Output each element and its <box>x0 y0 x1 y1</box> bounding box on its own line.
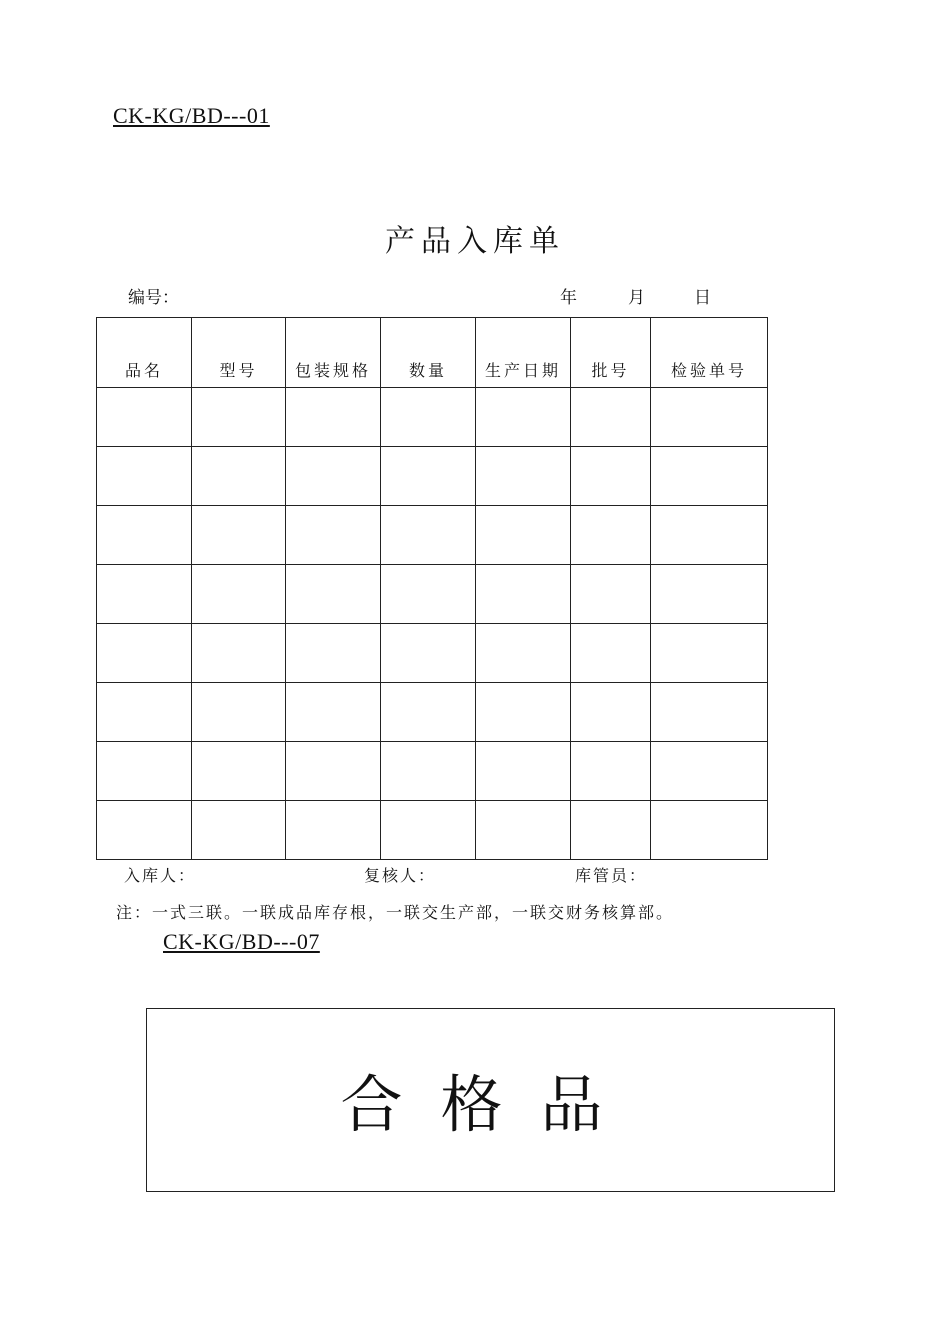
table-cell[interactable] <box>571 742 651 801</box>
table-cell[interactable] <box>192 388 286 447</box>
date-day-label: 日 <box>694 288 711 308</box>
table-cell[interactable] <box>192 801 286 860</box>
table-cell[interactable] <box>381 565 476 624</box>
table-cell[interactable] <box>571 624 651 683</box>
table-cell[interactable] <box>381 506 476 565</box>
qualified-label-box <box>146 1008 835 1192</box>
table-cell[interactable] <box>476 565 571 624</box>
column-header-batch-number: 批号 <box>571 318 651 388</box>
table-cell[interactable] <box>381 624 476 683</box>
table-row <box>97 506 768 565</box>
table-cell[interactable] <box>476 447 571 506</box>
table-row <box>97 447 768 506</box>
table-cell[interactable] <box>286 506 381 565</box>
table-cell[interactable] <box>651 447 768 506</box>
table-cell[interactable] <box>97 624 192 683</box>
table-row <box>97 683 768 742</box>
column-header-quantity: 数量 <box>381 318 476 388</box>
table-cell[interactable] <box>651 801 768 860</box>
table-body <box>97 388 768 860</box>
table-row <box>97 742 768 801</box>
column-header-product-name: 品名 <box>97 318 192 388</box>
document-code-bottom: CK-KG/BD---07 <box>163 929 320 954</box>
receiver-label: 入库人： <box>124 866 197 885</box>
table-cell[interactable] <box>571 565 651 624</box>
inbound-table <box>96 317 768 860</box>
table-cell[interactable] <box>476 801 571 860</box>
table-cell[interactable] <box>571 388 651 447</box>
table-cell[interactable] <box>571 683 651 742</box>
table-cell[interactable] <box>381 801 476 860</box>
table-cell[interactable] <box>192 624 286 683</box>
table-cell[interactable] <box>651 624 768 683</box>
table-cell[interactable] <box>651 742 768 801</box>
table-cell[interactable] <box>286 447 381 506</box>
table-cell[interactable] <box>381 447 476 506</box>
table-cell[interactable] <box>97 447 192 506</box>
table-cell[interactable] <box>476 624 571 683</box>
table-cell[interactable] <box>286 388 381 447</box>
serial-number-label: 编号： <box>128 288 179 308</box>
table-cell[interactable] <box>192 683 286 742</box>
table-row <box>97 801 768 860</box>
table-cell[interactable] <box>192 742 286 801</box>
table-cell[interactable] <box>476 388 571 447</box>
table-cell[interactable] <box>192 447 286 506</box>
table-row <box>97 565 768 624</box>
table-row <box>97 388 768 447</box>
date-year-label: 年 <box>560 288 577 308</box>
table-cell[interactable] <box>381 683 476 742</box>
table-cell[interactable] <box>651 388 768 447</box>
table-cell[interactable] <box>286 801 381 860</box>
table-cell[interactable] <box>286 742 381 801</box>
table-header-row <box>97 318 768 388</box>
table-cell[interactable] <box>192 565 286 624</box>
form-note: 注：一式三联。一联成品库存根，一联交生产部，一联交财务核算部。 <box>116 903 675 922</box>
table-cell[interactable] <box>286 624 381 683</box>
table-cell[interactable] <box>192 506 286 565</box>
form-title: 产品入库单 <box>385 224 565 259</box>
table-cell[interactable] <box>97 742 192 801</box>
column-header-production-date: 生产日期 <box>476 318 571 388</box>
table-cell[interactable] <box>571 801 651 860</box>
qualified-label-text: 合格品 <box>340 1068 641 1141</box>
table-cell[interactable] <box>97 565 192 624</box>
table-cell[interactable] <box>381 742 476 801</box>
table-cell[interactable] <box>97 506 192 565</box>
table-cell[interactable] <box>571 447 651 506</box>
table-cell[interactable] <box>476 683 571 742</box>
column-header-inspection-number: 检验单号 <box>651 318 768 388</box>
reviewer-label: 复核人： <box>364 866 437 885</box>
table-cell[interactable] <box>381 388 476 447</box>
table-cell[interactable] <box>97 801 192 860</box>
table-cell[interactable] <box>97 388 192 447</box>
table-row <box>97 624 768 683</box>
column-header-model: 型号 <box>192 318 286 388</box>
table-cell[interactable] <box>651 506 768 565</box>
table-cell[interactable] <box>97 683 192 742</box>
column-header-package-spec: 包装规格 <box>286 318 381 388</box>
keeper-label: 库管员： <box>575 866 648 885</box>
date-month-label: 月 <box>628 288 645 308</box>
table-cell[interactable] <box>476 742 571 801</box>
table-cell[interactable] <box>651 683 768 742</box>
table-cell[interactable] <box>286 565 381 624</box>
table-cell[interactable] <box>571 506 651 565</box>
document-code-top: CK-KG/BD---01 <box>113 103 270 128</box>
table-cell[interactable] <box>476 506 571 565</box>
table-cell[interactable] <box>651 565 768 624</box>
table-cell[interactable] <box>286 683 381 742</box>
